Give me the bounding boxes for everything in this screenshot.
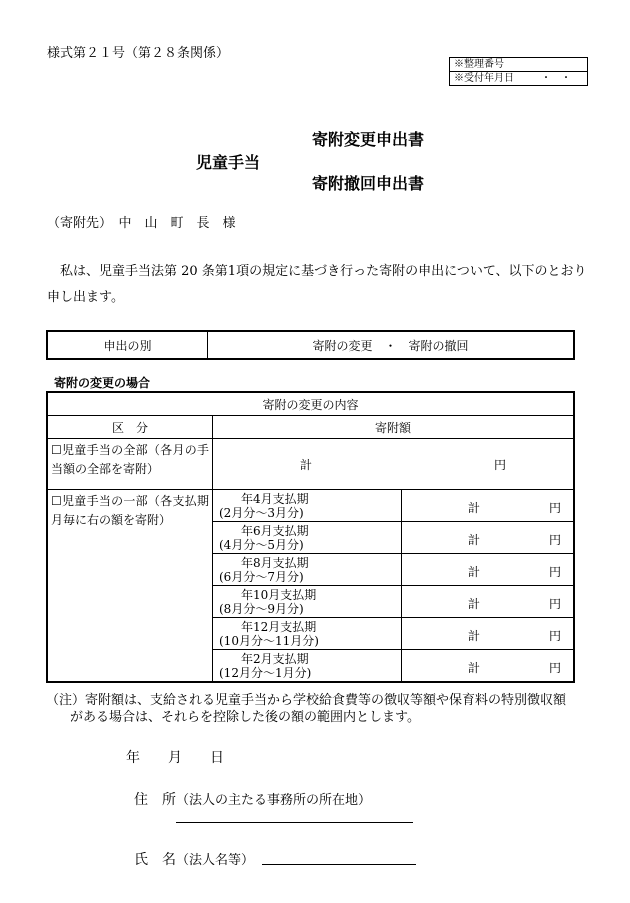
amount-april-field[interactable]: 計 円 <box>402 490 575 522</box>
note <box>46 692 591 726</box>
period-june: 年6月支払期 (4月分～5月分) <box>213 522 402 554</box>
address-label: 住 所（法人の主たる事務所の所在地） <box>134 792 372 808</box>
amount-february-field[interactable]: 計 円 <box>402 650 575 683</box>
period-august: 年8月支払期 (6月分～7月分) <box>213 554 402 586</box>
request-kind-options[interactable]: 寄附の変更 ・ 寄附の撤回 <box>208 331 575 359</box>
donation-change-table <box>46 391 575 683</box>
name-label: 氏 名（法人名等） <box>134 852 255 868</box>
period-december: 年12月支払期 (10月分～11月分) <box>213 618 402 650</box>
office-reference-number: ※整理番号 <box>450 58 588 72</box>
date-line[interactable]: 年 月 日 <box>126 750 224 766</box>
request-kind-label: 申出の別 <box>47 331 208 359</box>
addressee: （寄附先） 中 山 町 長 様 <box>47 216 236 231</box>
column-header-category: 区 分 <box>47 416 213 439</box>
address-underline[interactable] <box>176 822 413 823</box>
statement-text: 私は、児童手当法第 20 条第1項の規定に基づき行った寄附の申出について、以下のとおり申し出ます。 <box>47 264 587 305</box>
all-kei-label: 計 <box>300 458 313 472</box>
option-part-checkbox[interactable]: ☐児童手当の一部（各支払期月毎に右の額を寄附） <box>47 490 213 683</box>
amount-june-field[interactable]: 計 円 <box>402 522 575 554</box>
office-use-box <box>449 57 588 86</box>
column-header-amount: 寄附額 <box>213 416 575 439</box>
office-received-date: ※受付年月日 ・ ・ <box>450 72 588 86</box>
request-kind-table <box>46 330 575 360</box>
title-prefix: 児童手当 <box>196 153 261 172</box>
title-option-change: 寄附変更申出書 <box>312 130 425 149</box>
period-february: 年2月支払期 (12月分～1月分) <box>213 650 402 683</box>
amount-december-field[interactable]: 計 円 <box>402 618 575 650</box>
title-option-withdraw: 寄附撤回申出書 <box>312 174 425 193</box>
period-october: 年10月支払期 (8月分～9月分) <box>213 586 402 618</box>
amount-august-field[interactable]: 計 円 <box>402 554 575 586</box>
table-header: 寄附の変更の内容 <box>47 392 574 416</box>
amount-october-field[interactable]: 計 円 <box>402 586 575 618</box>
name-underline[interactable] <box>262 864 416 865</box>
option-all-checkbox[interactable]: ☐児童手当の全部（各月の手当額の全部を寄附） <box>47 439 213 490</box>
all-yen-label: 円 <box>494 458 507 472</box>
note-line-1: （注）寄附額は、支給される児童手当から学校給食費等の徴収等額や保育料の特別徴収額 <box>46 693 567 708</box>
note-line-2: がある場合は、それらを控除した後の額の範囲内とします。 <box>70 710 420 725</box>
form-number: 様式第２１号（第２８条関係） <box>47 46 230 61</box>
period-april: 年4月支払期 (2月分～3月分) <box>213 490 402 522</box>
section-heading: 寄附の変更の場合 <box>54 376 151 390</box>
all-amount-field[interactable] <box>213 439 575 490</box>
